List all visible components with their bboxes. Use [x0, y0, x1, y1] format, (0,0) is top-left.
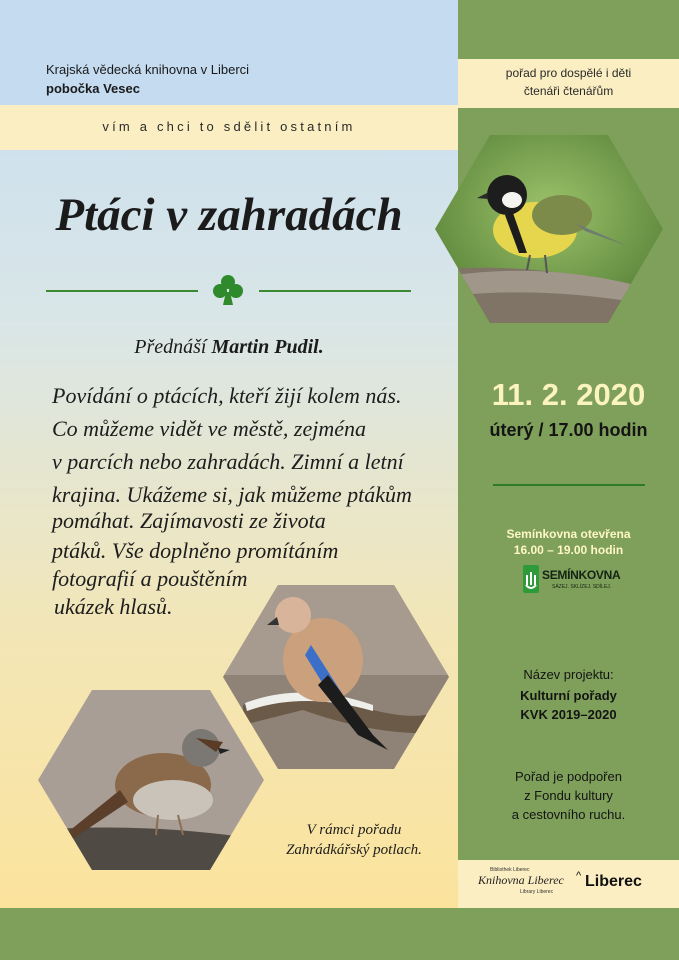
club-icon — [210, 272, 246, 308]
hand-sprout-icon — [522, 565, 540, 593]
description-line: Co můžeme vidět ve městě, zejména — [52, 416, 367, 441]
seed-library-open: Semínkovna otevřena — [506, 527, 631, 541]
motto: vím a chci to sdělit ostatním — [102, 119, 356, 134]
event-time: úterý / 17.00 hodin — [489, 420, 648, 440]
library-logo-small: Bibliothek Liberec — [490, 867, 530, 873]
seed-logo-name: SEMÍNKOVNA — [542, 568, 621, 582]
event-title: Ptáci v zahradách — [55, 189, 403, 241]
library-logo: Knihovna Liberec — [478, 873, 564, 887]
support-line-1: Pořad je podpořen — [515, 769, 622, 784]
support-line-3: a cestovního ruchu. — [511, 807, 626, 822]
city-logo: Liberec — [585, 873, 642, 890]
lecturer-line — [0, 336, 458, 359]
sparrow-photo — [38, 690, 264, 870]
seed-logo-tagline: SÁZEJ. SKLÍZEJ. SDÍLEJ. — [552, 584, 612, 590]
seed-library-logo — [522, 565, 622, 595]
description-line: Povídání o ptácích, kteří žijí kolem nás. — [52, 383, 402, 408]
library-logo-sub: Library Liberec — [520, 889, 554, 895]
project-name-line-1: Kulturní pořady — [520, 688, 617, 703]
project-label: Název projektu: — [523, 667, 614, 682]
divider-left — [46, 290, 198, 292]
description-line: v parcích nebo zahradách. Zimní a letní — [52, 449, 404, 474]
description-line: fotografií a pouštěním — [52, 566, 248, 591]
description-line: krajina. Ukážeme si, jak můžeme ptákům — [52, 482, 412, 507]
city-logo-mark: ^ — [576, 870, 582, 882]
support-line-2: z Fondu kultury — [524, 788, 613, 803]
description-line: ukázek hlasů. — [54, 594, 173, 619]
series-note-2: Zahrádkářský potlach. — [286, 842, 422, 858]
footer-band — [0, 908, 679, 960]
branch-name: pobočka Vesec — [46, 81, 140, 96]
right-divider — [493, 484, 645, 486]
seed-library-hours: 16.00 – 19.00 hodin — [513, 543, 624, 557]
project-name-line-2: KVK 2019–2020 — [520, 707, 617, 722]
audience-line-2: čtenáři čtenářům — [523, 84, 614, 98]
lecturer-name: Martin Pudil. — [211, 336, 324, 358]
organization-name: Krajská vědecká knihovna v Liberci — [46, 62, 250, 77]
great-tit-photo — [435, 135, 663, 323]
event-date: 11. 2. 2020 — [491, 377, 646, 412]
description-line: ptáků. Vše doplněno promítáním — [52, 538, 339, 563]
description-line: pomáhat. Zajímavosti ze života — [52, 508, 326, 533]
lecturer-prefix: Přednáší — [134, 336, 207, 358]
divider-right — [259, 290, 411, 292]
audience-line-1: pořad pro dospělé i děti — [505, 66, 632, 80]
series-note-1: V rámci pořadu — [306, 822, 402, 838]
